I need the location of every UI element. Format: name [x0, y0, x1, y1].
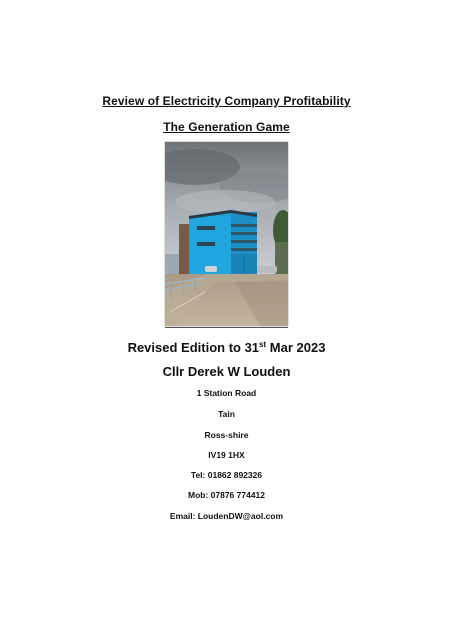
telephone: Tel: 01862 892326 [190, 470, 263, 480]
photo-underline [165, 327, 288, 328]
author-name: Cllr Derek W Louden [162, 364, 291, 379]
mobile: Mob: 07876 774412 [187, 490, 266, 500]
edition-ordinal: st [259, 340, 267, 349]
cover-photo [165, 142, 288, 326]
address-line: Tain [218, 409, 235, 419]
edition-line [0, 340, 453, 355]
postcode: IV19 1HX [208, 450, 245, 460]
edition-suffix: Mar 2023 [266, 340, 326, 355]
edition-prefix: Revised Edition to 31 [127, 340, 260, 355]
document-subtitle: The Generation Game [163, 120, 290, 134]
document-title: Review of Electricity Company Profitability [102, 94, 351, 108]
email: Email: LoudenDW@aol.com [169, 511, 284, 521]
building-photo-icon [165, 142, 288, 326]
address-line: 1 Station Road [196, 388, 257, 398]
address-line: Ross-shire [204, 430, 249, 440]
